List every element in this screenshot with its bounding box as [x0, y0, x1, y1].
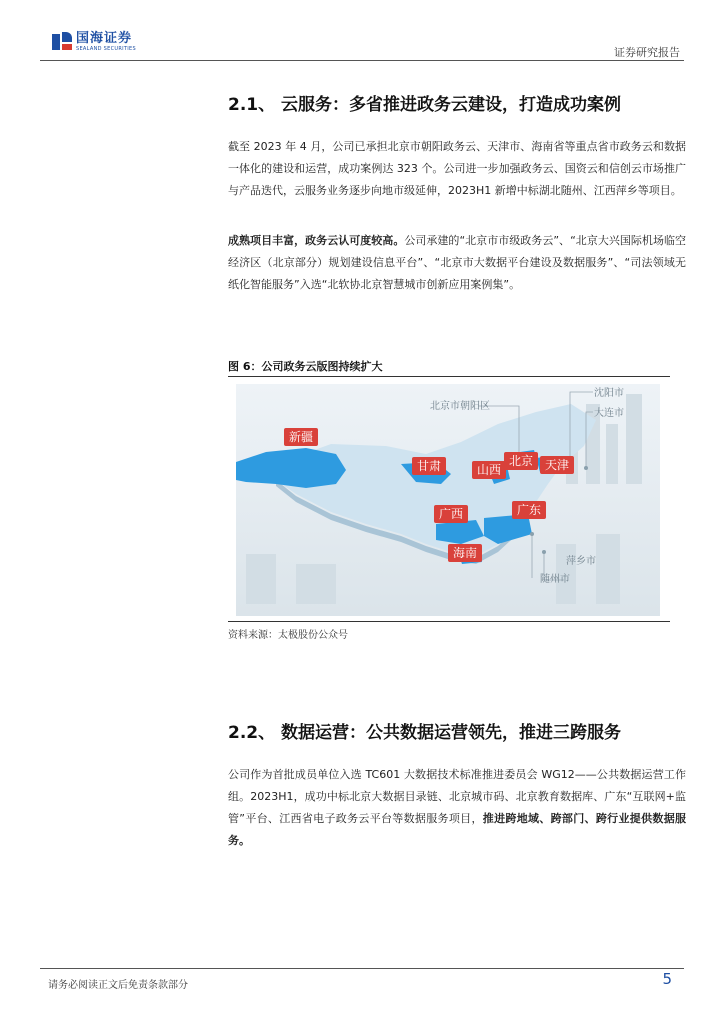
label-pingxiang: 萍乡市 — [566, 556, 596, 567]
page-number: 5 — [662, 970, 672, 988]
label-shenyang: 沈阳市 — [594, 388, 624, 399]
section1-paragraph-2 — [228, 230, 686, 296]
logo-mark-icon — [52, 32, 72, 52]
label-gansu: 甘肃 — [416, 459, 442, 473]
label-guangdong: 广东 — [516, 503, 542, 517]
figure-source: 资料来源：太极股份公众号 — [228, 630, 348, 641]
section2-paragraph-1-body: 公司作为首批成员单位入选 TC601 大数据技术标准推进委员会 WG12——公共数据运营工作组。2023H1，成功中标北京大数据目录链、北京城市码、北京教育数据库、广东“互联网+监管”平台、江西省电子政务云平台等数据服务项目， — [228, 768, 686, 825]
section2-paragraph-1 — [228, 764, 686, 852]
company-logo — [52, 32, 136, 52]
section-title-2-2: 2.2、 数据运营：公共数据运营领先，推进三跨服务 — [228, 723, 622, 743]
footer-disclaimer: 请务必阅读正文后免责条款部分 — [48, 980, 188, 991]
label-shanxi: 山西 — [476, 463, 502, 477]
label-suizhou: 随州市 — [540, 574, 570, 585]
section1-paragraph-1: 截至 2023 年 4 月，公司已承担北京市朝阳政务云、天津市、海南省等重点省市政务云和数据一体化的建设和运营，成功案例达 323 个。公司进一步加强政务云、国资云和信创云市场推广与产品迭代，云服务业务逐步向地市级延伸，2023H1 新增中标湖北随州、江西萍乡等项目。 — [228, 140, 686, 197]
report-type-label: 证券研究报告 — [614, 46, 680, 59]
government-cloud-map — [236, 384, 660, 616]
label-chaoyang: 北京市朝阳区 — [430, 401, 490, 412]
section2-paragraph-1-emphasis: 推进跨地域、跨部门、跨行业提供数据服务。 — [228, 812, 687, 847]
logo-name-en: SEALAND SECURITIES — [76, 46, 136, 52]
section1-paragraph-2-body: 公司承建的“北京市市级政务云”、“北京大兴国际机场临空经济区（北京部分）规划建设信息平台”、“北京市大数据平台建设及数据服务”、“司法领域无纸化智能服务”入选“北软协北京智慧城市创新应用案例集”。 — [228, 234, 686, 291]
footer-divider — [40, 968, 684, 969]
label-hainan: 海南 — [452, 546, 478, 560]
label-dalian: 大连市 — [594, 408, 624, 419]
label-guangxi: 广西 — [438, 507, 464, 521]
figure-bottom-rule — [228, 621, 670, 622]
header-divider — [40, 60, 684, 61]
figure-title: 图 6：公司政务云版图持续扩大 — [228, 360, 383, 373]
label-xinjiang: 新疆 — [288, 430, 314, 444]
figure-top-rule — [228, 376, 670, 377]
section1-paragraph-2-lead: 成熟项目丰富，政务云认可度较高。 — [228, 234, 405, 247]
label-beijing: 北京 — [508, 454, 534, 468]
logo-name-cn: 国海证券 — [76, 31, 133, 46]
section-title-2-1: 2.1、 云服务：多省推进政务云建设，打造成功案例 — [228, 95, 622, 115]
page-header — [40, 28, 684, 62]
label-tianjin: 天津 — [544, 458, 570, 472]
